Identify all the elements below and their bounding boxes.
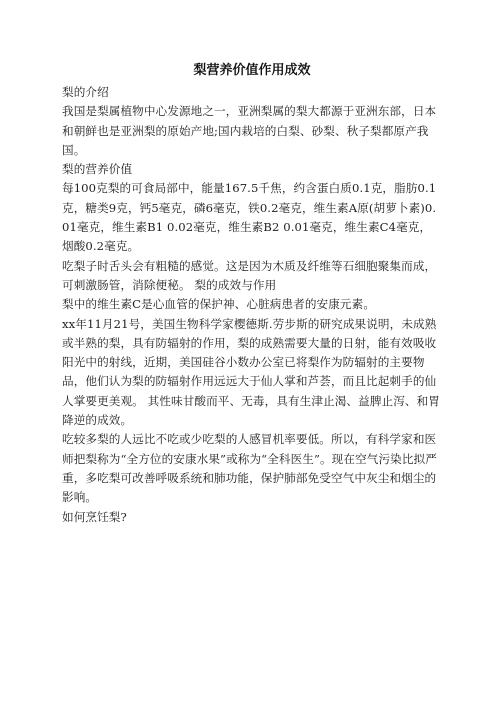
paragraph-nutrition: 每100克梨的可食局部中，能量167.5千焦，约含蛋白质0.1克，脂肪0.1克，糖类9克，钙5毫克，磷6毫克，铁0.2毫克，维生素A原(胡萝卜素)0.01毫克，维生素B1 0.02毫克，维生素B2 0.01毫克，维生素C4毫克，烟酸0.2毫克。 [62, 181, 437, 254]
paragraph-health: 吃较多梨的人远比不吃或少吃梨的人感冒机率要低。所以，有科学家和医师把梨称为“全方位的安康水果”或称为“全科医生”。现在空气污染比拟严重，多吃梨可改善呼吸系统和肺功能，保护肺部免受空气中灰尘和烟尘的影响。 [62, 432, 437, 505]
paragraph-origin: 我国是梨属植物中心发源地之一，亚洲梨属的梨大都源于亚洲东部，日本和朝鲜也是亚洲梨的原始产地;国内栽培的白梨、砂梨、秋子梨都原产我国。 [62, 104, 437, 157]
paragraph-research: xx年11月21号，美国生物科学家樱德斯.劳步斯的研究成果说明，未成熟或半熟的梨，具有防辐射的作用，梨的成熟需要大量的日射，能有效吸收阳光中的射线，近期，美国硅谷小数办公室已将梨作为防辐射的主要物品，他们认为梨的防辐射作用远远大于仙人掌和芦荟，而且比起刺手的仙人掌要更美观。 其性味甘酸而平、无毒，具有生津止渴、益脾止泻、和胃降逆的成效。 [62, 316, 440, 428]
section-heading-intro: 梨的介绍 [62, 85, 109, 99]
document-title: 梨营养价值作用成效 [193, 63, 311, 78]
section-heading-cooking: 如何烹饪梨? [62, 509, 127, 524]
document-body [62, 83, 442, 527]
paragraph-vitamin-c: 梨中的维生素C是心血管的保护神、心脏病患者的安康元素。 [62, 297, 376, 312]
paragraph-texture: 吃梨子时舌头会有粗糙的感觉。这是因为木质及纤维等石细胞聚集而成，可刺激肠管，消除便秘。 梨的成效与作用 [62, 258, 437, 292]
section-heading-nutrition: 梨的营养价值 [62, 162, 133, 177]
